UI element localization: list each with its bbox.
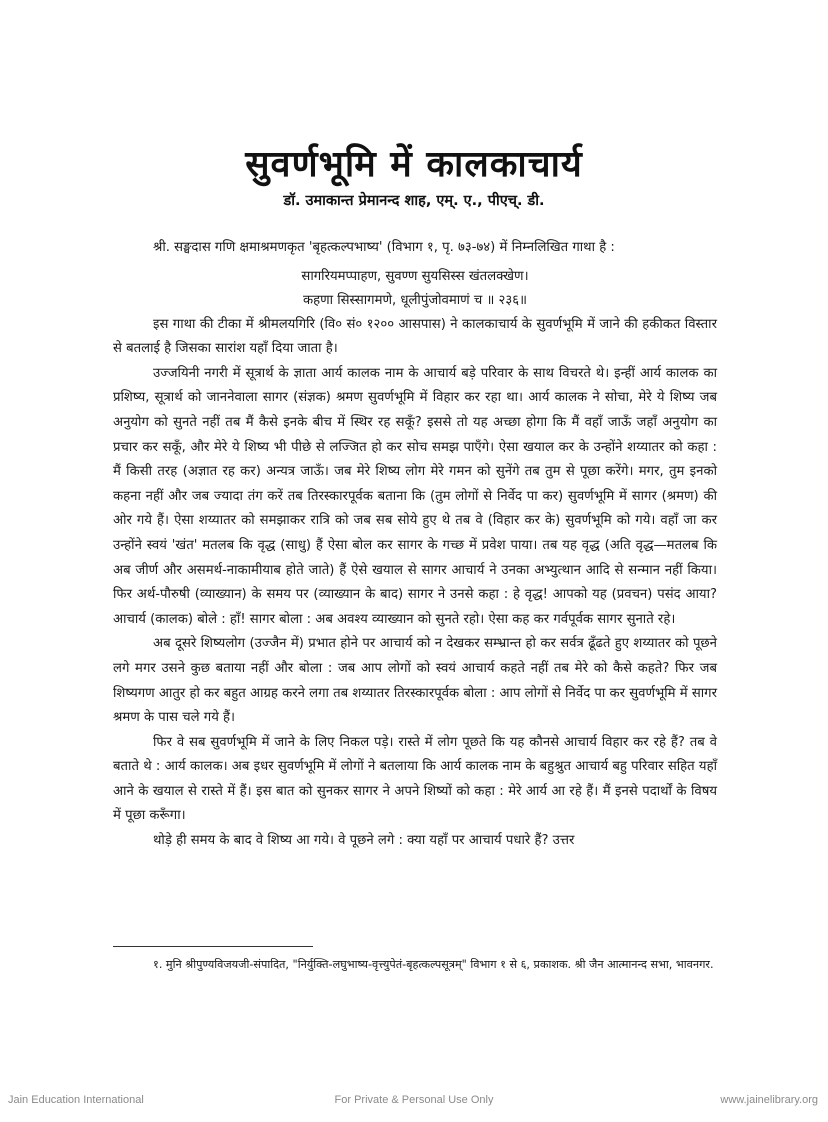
paragraph: उज्जयिनी नगरी में सूत्रार्थ के ज्ञाता आर्य कालक नाम के आचार्य बड़े परिवार के साथ विचरते थे। इन्हीं आर्य कालक का प्रशिष्य, सूत्रार्थ को जाननेवाला सागर (संज्ञक) श्रमण सुवर्णभूमि में विहार कर रहा था। आर्य कालक ने सोचा, मेरे ये शिष्य जब अनुयोग को सुनते नहीं तब मैं कैसे इनके बीच में स्थिर रह सकूँ? इससे तो यह अच्छा होगा कि मैं वहाँ जाऊँ जहाँ अनुयोग का प्रचार कर सकूँ, और मेरे ये शिष्य भी पीछे से लज्जित हो कर सोच समझ पाएँगे। ऐसा खयाल कर के उन्होंने शय्यातर को कहा : मैं किसी तरह (अज्ञात रह कर) अन्यत्र जाऊँ। जब मेरे शिष्य लोग मेरे गमन को सुनेंगे तब तुम से पूछा करेंगे। मगर, तुम इनको कहना नहीं और जब ज्यादा तंग करें तब तिरस्कारपूर्वक बताना कि (तुम लोगों से निर्वेद पा कर) सुवर्णभूमि में सागर (श्रमण) की ओर गये हैं। ऐसा शय्यातर को समझाकर रात्रि को जब सब सोये हुए थे तब वे (विहार कर के) सुवर्णभूमि को गये। वहाँ जा कर उन्होंने स्वयं 'खंत' मतलब कि वृद्ध (साधु) हैं ऐसा बोल कर सागर के गच्छ में प्रवेश पाया। तब यह वृद्ध (अति वृद्ध—मतलब कि अब जीर्ण और असमर्थ-नाकामीयाब होते जाते) हैं ऐसे खयाल से सागर आचार्य ने उनका अभ्युत्थान आदि से सन्मान नहीं किया। फिर अर्थ-पौरुषी (व्याख्यान) के समय पर (व्याख्यान के बाद) सागर ने उनसे कहा : हे वृद्ध! आपको यह (प्रवचन) पसंद आया? आचार्य (कालक) बोले : हाँ! सागर बोला : अब अवश्य व्याख्यान को सुनते रहो। ऐसा कह कर गर्वपूर्वक सागर सुनाते रहे। [113, 365, 717, 627]
footer-website-link[interactable]: www.jainelibrary.org [720, 1094, 818, 1106]
paragraph: फिर वे सब सुवर्णभूमि में जाने के लिए निकल पड़े। रास्ते में लोग पूछते कि यह कौनसे आचार्य विहार कर रहे हैं? तब वे बताते थे : आर्य कालक। अब इधर सुवर्णभूमि में लोगों ने बतलाया कि आर्य कालक नाम के बहुश्रुत आचार्य बहु परिवार सहित यहाँ आने के खयाल से रास्ते में हैं। इस बात को सुनकर सागर ने अपने शिष्यों को कहा : मेरे आर्य आ रहे हैं। मैं इनसे पदार्थों के विषय में पूछा करूँगा। [113, 734, 717, 824]
verse-line: सागरियमप्पाहण, सुवण्ण सुयसिस्स खंतलक्खेण। [301, 268, 529, 284]
paragraph: थोड़े ही समय के बाद वे शिष्य आ गये। वे पूछने लगे : क्या यहाँ पर आचार्य पधारे हैं? उत्तर [153, 833, 575, 849]
paragraph: इस गाथा की टीका में श्रीमलयगिरि (वि० सं० १२०० आसपास) ने कालकाचार्य के सुवर्णभूमि में जाने की हकीकत विस्तार से बतलाई है जिसका सारांश यहाँ दिया जाता है। [113, 316, 717, 357]
verse-line: कहणा सिस्सागमणे, धूलीपुंजोवमाणं च ॥ २३६॥ [302, 292, 528, 308]
intro-paragraph: श्री. सङ्घदास गणि क्षमाश्रमणकृत 'बृहत्कल्पभाष्य' (विभाग १, पृ. ७३-७४) में निम्नलिखित गाथा है : [153, 240, 615, 255]
page-footer [0, 1090, 828, 1110]
author-line: डॉ. उमाकान्त प्रेमानन्द शाह, एम्. ए., पीएच्. डी. [283, 193, 545, 209]
footer-usage-note: For Private & Personal Use Only [334, 1094, 494, 1106]
verse-block [113, 265, 717, 313]
footnote-text: १. मुनि श्रीपुण्यविजयजी-संपादित, "निर्युक्ति-लघुभाष्य-वृत्त्युपेतं-बृहत्कल्पसूत्रम्" विभाग १ से ६, प्रकाशक. श्री जैन आत्मानन्द सभा, भावनगर. [153, 958, 714, 971]
footnote [113, 954, 717, 976]
paragraph: अब दूसरे शिष्यलोग (उज्जैन में) प्रभात होने पर आचार्य को न देखकर सम्भ्रान्त हो कर सर्वत्र ढूँढते हुए शय्यातर को पूछने लगे मगर उसने कुछ बताया नहीं और बोला : जब आप लोगों को स्वयं आचार्य कहते नहीं तब मेरे को कैसे कहते? फिर जब शिष्यगण आतुर हो कर बहुत आग्रह करने लगा तब शय्यातर तिरस्कारपूर्वक बोला : आप लोगों से निर्वेद पा कर सुवर्णभूमि में सागर श्रमण के पास चले गये हैं। [113, 636, 717, 726]
article-title: सुवर्णभूमि में कालकाचार्य [245, 144, 583, 185]
footnote-divider [113, 946, 313, 947]
article-body [113, 236, 717, 854]
footer-publisher: Jain Education International [8, 1094, 144, 1106]
